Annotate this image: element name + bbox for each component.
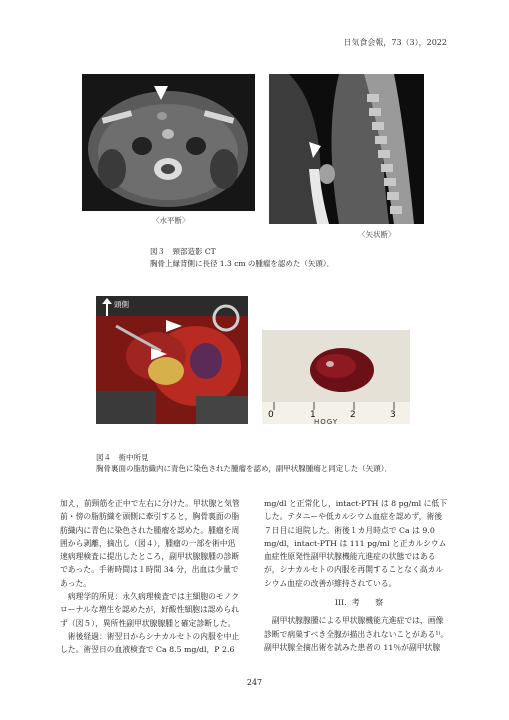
body-line: 病理学的所見：永久病理検査では主細胞のモノク <box>60 592 240 602</box>
ruler-brand: HOGY <box>314 418 339 424</box>
body-line: ７日目に退院した。術後１カ月時点で Ca は 9.0 <box>264 525 435 535</box>
up-arrow-icon <box>102 298 112 316</box>
body-line: が，シナカルセトの内服を再開することなく高カル <box>264 565 444 575</box>
body-line: 囲から剥離，摘出し（図４），腫瘤の一部を術中迅 <box>60 538 236 548</box>
body-line: した。テタニーや低カルシウム血症を認めず，術後 <box>264 512 443 522</box>
arrowhead-icon <box>151 348 167 360</box>
ct-sagittal-drawing <box>269 74 424 224</box>
axial-label: 〈水平断〉 <box>152 216 190 225</box>
ct-axial-image <box>82 74 255 211</box>
right-column <box>264 497 454 654</box>
body-line: であった。手術時間は１時間 34 分，出血は少量で <box>60 565 239 575</box>
body-line: 血症性原発性副甲状腺機能亢進症の状態ではある <box>264 552 436 562</box>
body-line: 副甲状腺全摘出術を試みた患者の 11％が副甲状腺 <box>264 642 441 652</box>
direction-label: 頭側 <box>114 300 129 309</box>
ruler-tick-1: 1 <box>310 410 316 420</box>
body-line: ローナルな増生を認めたが，好酸性細胞は認められ <box>60 605 239 615</box>
body-line: 術後経過：術翌日からシナカルセトの内服を中止 <box>60 631 240 641</box>
ct-sagittal-image <box>269 74 424 224</box>
section-title: III．考 察 <box>334 598 384 608</box>
body-line: 加え，前頸筋を正中で左右に分けた。甲状腺と気管 <box>60 499 240 508</box>
figure3-caption-text: 胸骨上縁背側に長径 1.3 cm の腫瘤を認めた（矢頭）． <box>150 259 335 268</box>
body-line: 速病理検査に提出したところ，副甲状腺腺腫の診断 <box>60 552 240 562</box>
body-line: mg/dl と正常化し，intact-PTH は 8 pg/ml に低下 <box>264 499 447 508</box>
specimen-photo <box>262 330 410 424</box>
figure3-caption-title: 図３ 頸部造影 CT <box>150 247 216 256</box>
body-line: mg/dl，intact-PTH は 111 pg/ml と正カルシウム <box>264 538 447 548</box>
body-line: シウム血症の改善が維持されている。 <box>264 578 397 588</box>
figure4-caption-title: 図４ 術中所見 <box>96 453 149 462</box>
arrowhead-icon <box>309 142 321 158</box>
sagittal-label: 〈矢状断〉 <box>358 230 396 239</box>
ruler-tick-0: 0 <box>268 410 274 420</box>
ct-axial-drawing <box>82 74 255 211</box>
figure4-caption-text: 胸骨裏面の脂肪織内に青色に染色された腫瘤を認め，副甲状腺腫瘍と同定した（矢頭）． <box>96 464 392 473</box>
body-line: 肪織内に青色に染色された腫瘤を認めた。腫瘤を周 <box>60 525 240 535</box>
operative-photo <box>96 296 248 424</box>
arrowhead-icon <box>166 320 182 332</box>
body-line: した。術翌日の血液検査で Ca 8.5 mg/dl，P 2.6 <box>60 645 235 655</box>
body-line: ず（図５），異所性副甲状腺腺腫と確定診断した。 <box>60 618 236 628</box>
page-number: 247 <box>246 678 263 687</box>
operative-drawing <box>96 296 248 424</box>
ruler-tick-2: 2 <box>350 410 356 420</box>
left-column <box>60 497 250 657</box>
body-line: あった。 <box>60 578 92 588</box>
body-line: 診断で病巣すべき全腺が描出されないことがある¹⁾。 <box>264 629 449 639</box>
journal-header: 日気食会報，73（3），2022 <box>343 38 447 47</box>
ruler-tick-3: 3 <box>390 410 396 420</box>
body-line: 前・傍の脂肪織を頭側に牽引すると，胸骨裏面の脂 <box>60 512 240 522</box>
specimen-drawing <box>262 330 410 424</box>
arrowhead-icon <box>154 86 168 102</box>
body-line: 副甲状腺腺腫による甲状腺機能亢進症では，画像 <box>264 616 444 626</box>
